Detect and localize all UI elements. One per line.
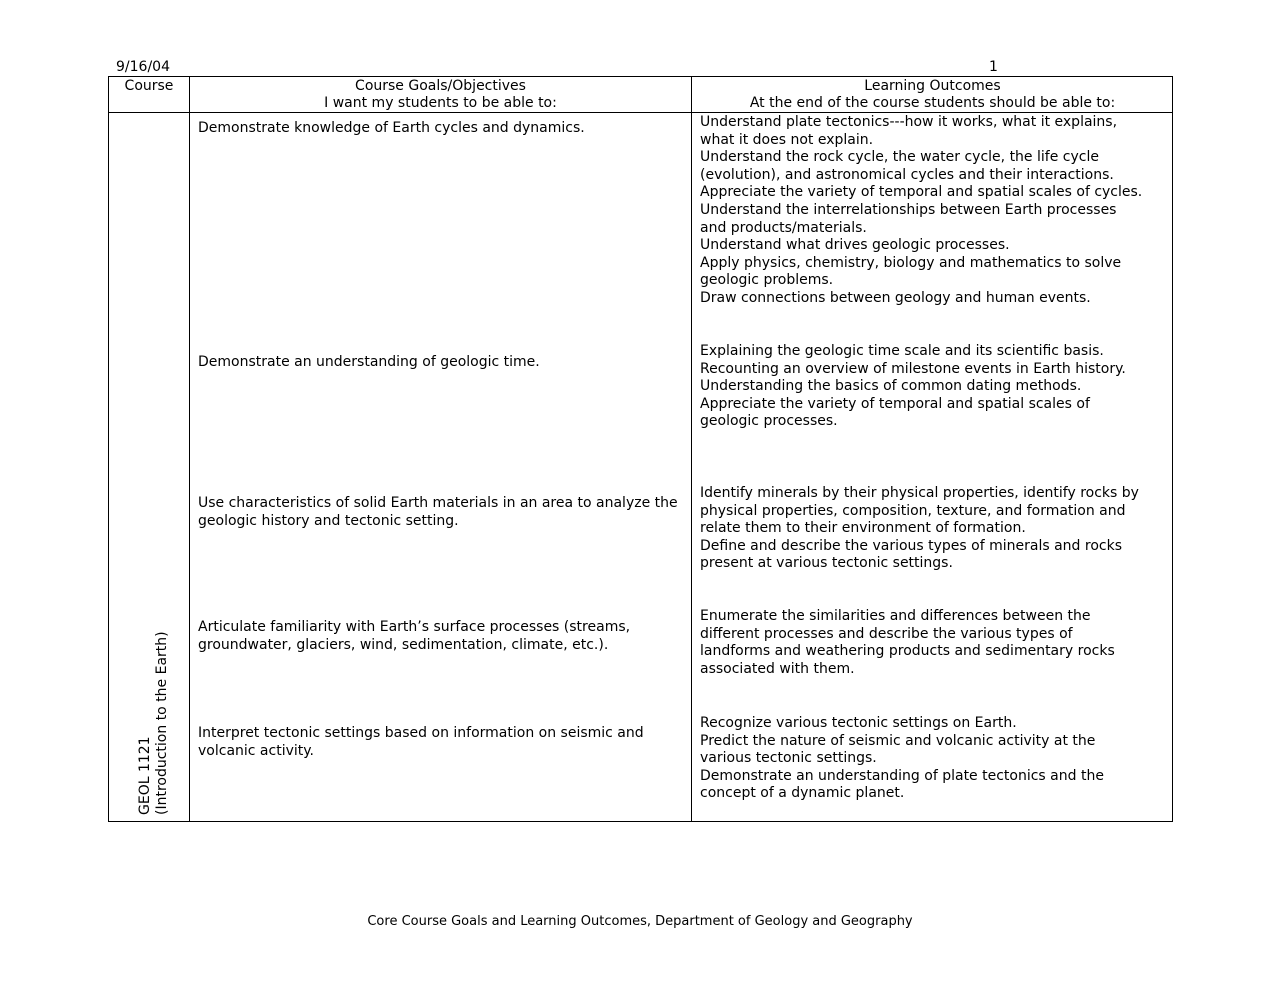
- goal-earth-cycles: Demonstrate knowledge of Earth cycles and dynamics.: [198, 120, 585, 136]
- outcome-line: associated with them.: [700, 660, 855, 677]
- outcome-line: Define and describe the various types of minerals and rocks: [700, 537, 1122, 554]
- page-footer: Core Course Goals and Learning Outcomes, Department of Geology and Geography: [367, 914, 913, 929]
- course-name: (Introduction to the Earth): [154, 631, 170, 815]
- page-number: 1: [989, 59, 998, 75]
- outcomes-header-subtitle: At the end of the course students should be able to:: [749, 95, 1116, 111]
- outcome-line: Understand what drives geologic processes.: [700, 237, 1010, 254]
- course-column-header: Course: [124, 78, 174, 94]
- header-row-divider: [109, 112, 1172, 113]
- outcome-line: Enumerate the similarities and differences between the: [700, 608, 1091, 624]
- outcome-line: Identify minerals by their physical properties, identify rocks by: [700, 485, 1139, 501]
- outcome-line: concept of a dynamic planet.: [700, 785, 905, 802]
- page-header: [108, 59, 1173, 76]
- outcome-line: Understanding the basics of common dating methods.: [700, 378, 1082, 395]
- course-code: GEOL 1121: [137, 736, 153, 815]
- goal-tectonic-settings: Interpret tectonic settings based on information on seismic and volcanic activity.: [198, 725, 644, 759]
- outcome-line: Demonstrate an understanding of plate tectonics and the: [700, 767, 1104, 784]
- outcome-line: Understand the interrelationships between Earth processes: [700, 201, 1117, 218]
- outcome-line: various tectonic settings.: [700, 750, 877, 767]
- outcome-line: landforms and weathering products and sedimentary rocks: [700, 643, 1115, 660]
- outcome-line: geologic problems.: [700, 272, 834, 289]
- outcome-line: and products/materials.: [700, 219, 867, 236]
- outcome-line: present at various tectonic settings.: [700, 555, 953, 572]
- outcome-line: Recounting an overview of milestone events in Earth history.: [700, 360, 1126, 377]
- column-divider: [691, 77, 692, 821]
- outcome-line: Appreciate the variety of temporal and spatial scales of: [700, 395, 1090, 412]
- outcome-line: Recognize various tectonic settings on Earth.: [700, 715, 1017, 731]
- outcome-line: physical properties, composition, texture, and formation and: [700, 502, 1126, 519]
- page-date: 9/16/04: [116, 59, 170, 75]
- outcome-line: Appreciate the variety of temporal and spatial scales of cycles.: [700, 184, 1143, 201]
- outcome-line: what it does not explain.: [700, 131, 874, 148]
- goals-header-title: Course Goals/Objectives: [355, 78, 526, 94]
- goal-surface-processes: Articulate familiarity with Earth’s surface processes (streams, groundwater, glaciers, wind, sedimentation, climate, etc.).: [198, 619, 631, 653]
- outcome-line: Draw connections between geology and human events.: [700, 289, 1091, 306]
- course-label: [137, 595, 171, 815]
- outcomes-table: [108, 76, 1173, 822]
- outcome-line: relate them to their environment of formation.: [700, 520, 1026, 537]
- goals-header-subtitle: I want my students to be able to:: [324, 95, 557, 111]
- outcomes-geologic-time: [700, 343, 1170, 431]
- outcomes-tectonic-settings: [700, 715, 1170, 803]
- outcomes-surface-processes: [700, 608, 1170, 678]
- outcome-line: Predict the nature of seismic and volcanic activity at the: [700, 732, 1096, 749]
- outcome-line: different processes and describe the various types of: [700, 625, 1073, 642]
- outcome-line: Understand plate tectonics---how it works, what it explains,: [700, 114, 1118, 130]
- outcome-line: geologic processes.: [700, 413, 838, 430]
- outcomes-header-title: Learning Outcomes: [864, 78, 1001, 94]
- column-divider: [189, 77, 190, 821]
- outcomes-earth-materials: [700, 485, 1170, 573]
- outcome-line: (evolution), and astronomical cycles and their interactions.: [700, 166, 1114, 183]
- outcome-line: Understand the rock cycle, the water cycle, the life cycle: [700, 149, 1099, 166]
- outcomes-column-header: [692, 78, 1173, 112]
- goal-earth-materials: Use characteristics of solid Earth materials in an area to analyze the geologic history and tectonic setting.: [198, 495, 678, 529]
- outcome-line: Explaining the geologic time scale and its scientific basis.: [700, 343, 1104, 359]
- goals-column-header: [190, 78, 691, 112]
- outcomes-earth-cycles: [700, 114, 1170, 308]
- outcome-line: Apply physics, chemistry, biology and mathematics to solve: [700, 254, 1122, 271]
- goal-geologic-time: Demonstrate an understanding of geologic time.: [198, 354, 540, 370]
